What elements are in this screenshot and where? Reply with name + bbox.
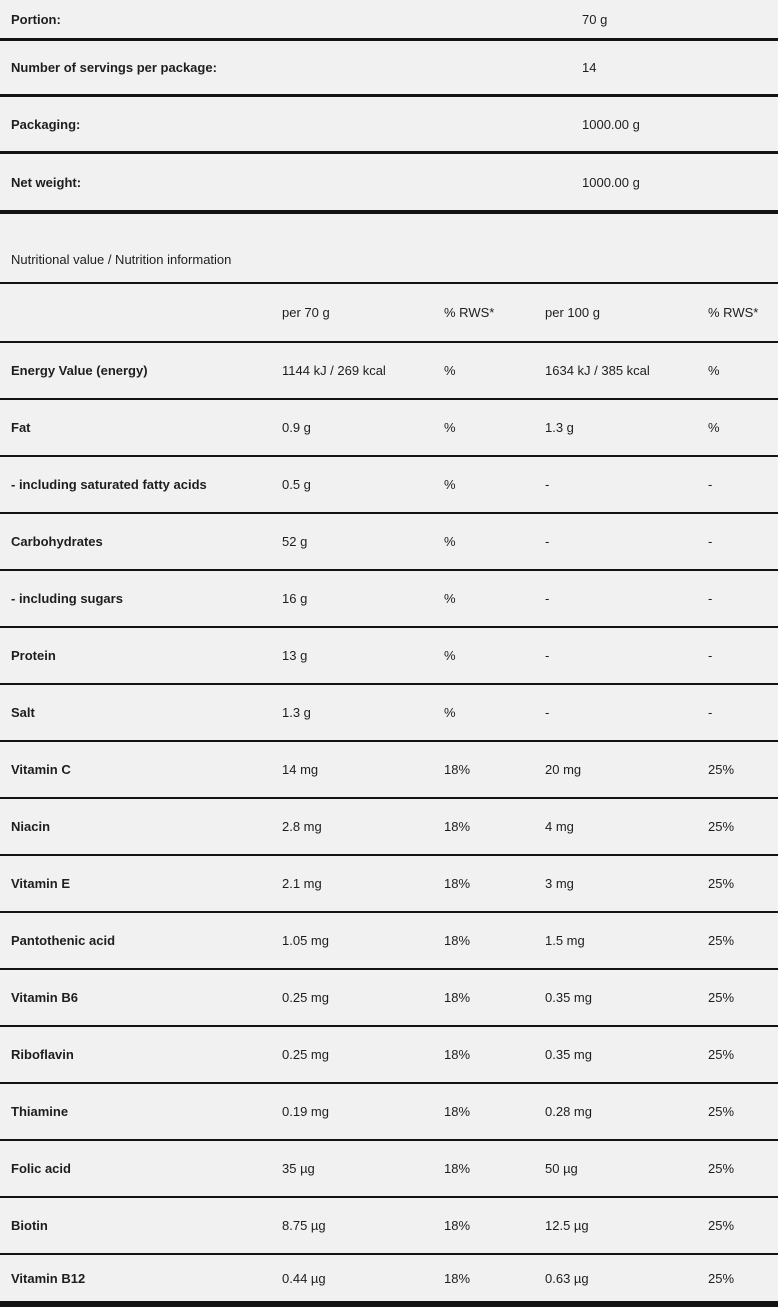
nutrient-value: 25%	[708, 1104, 735, 1119]
nutrition-table-row	[0, 343, 778, 400]
nutrient-label: Thiamine	[11, 1104, 69, 1119]
product-info-row	[0, 0, 778, 41]
nutrition-table-row	[0, 514, 778, 571]
nutrient-value: 0.19 mg	[282, 1104, 329, 1119]
column-header-per-portion: per 70 g	[282, 305, 330, 320]
nutrient-value: 0.35 mg	[545, 1047, 592, 1062]
nutrient-value: 13 g	[282, 648, 308, 663]
nutrient-value: 12.5 µg	[545, 1218, 589, 1233]
nutrient-value: -	[545, 534, 550, 549]
nutrient-value: 25%	[708, 990, 735, 1005]
nutrient-label: - including sugars	[11, 591, 123, 606]
nutrient-value: 0.25 mg	[282, 1047, 329, 1062]
nutrient-value: 18%	[444, 762, 471, 777]
nutrient-value: 18%	[444, 1047, 471, 1062]
nutrient-value: -	[708, 534, 713, 549]
nutrient-value: 16 g	[282, 591, 308, 606]
nutrient-value: 0.44 µg	[282, 1270, 326, 1286]
nutrition-table-row	[0, 1027, 778, 1084]
nutrient-value: 25%	[708, 933, 735, 948]
nutrition-table-row	[0, 970, 778, 1027]
nutrient-value: 0.35 mg	[545, 990, 592, 1005]
product-info-label: Packaging:	[11, 116, 81, 132]
product-info-row	[0, 97, 778, 154]
product-info-section	[0, 0, 778, 214]
nutrient-label: - including saturated fatty acids	[11, 477, 207, 492]
nutrient-value: 2.8 mg	[282, 819, 322, 834]
product-info-label: Portion:	[11, 11, 61, 27]
nutrient-value: %	[444, 534, 456, 549]
nutrient-value: -	[545, 591, 550, 606]
nutrient-value: -	[545, 705, 550, 720]
nutrition-table-row	[0, 913, 778, 970]
nutrient-value: 18%	[444, 876, 471, 891]
nutrient-value: 25%	[708, 1218, 735, 1233]
nutrient-value: 14 mg	[282, 762, 319, 777]
nutrition-table-row	[0, 799, 778, 856]
nutrient-value: 1144 kJ / 269 kcal	[282, 363, 386, 378]
nutrient-value: 52 g	[282, 534, 308, 549]
nutrient-value: 25%	[708, 1270, 735, 1286]
product-info-value: 70 g	[582, 11, 608, 27]
nutrient-label: Riboflavin	[11, 1047, 74, 1062]
nutrient-value: 50 µg	[545, 1161, 578, 1176]
product-info-row	[0, 41, 778, 97]
nutrient-label: Vitamin C	[11, 762, 71, 777]
nutrition-table-row	[0, 1255, 778, 1307]
nutrient-value: 1634 kJ / 385 kcal	[545, 363, 650, 378]
nutrient-value: 18%	[444, 1270, 471, 1286]
nutrient-value: 1.5 mg	[545, 933, 585, 948]
nutrition-table-row	[0, 1141, 778, 1198]
nutrient-label: Carbohydrates	[11, 534, 103, 549]
nutrient-value: 0.5 g	[282, 477, 311, 492]
nutrition-table-header-row	[0, 284, 778, 343]
nutrition-table	[0, 284, 778, 1307]
nutrient-value: 18%	[444, 1104, 471, 1119]
nutrient-value: 25%	[708, 1161, 735, 1176]
nutrient-value: %	[444, 648, 456, 663]
nutrient-value: 18%	[444, 990, 471, 1005]
nutrient-value: 18%	[444, 1218, 471, 1233]
nutrient-value: -	[545, 648, 550, 663]
nutrient-label: Energy Value (energy)	[11, 363, 148, 378]
nutrition-table-row	[0, 457, 778, 514]
column-header-rws-100g: % RWS*	[708, 305, 759, 320]
nutrient-value: -	[708, 591, 713, 606]
nutrient-label: Pantothenic acid	[11, 933, 116, 948]
nutrition-table-row	[0, 856, 778, 913]
nutrient-label: Niacin	[11, 819, 51, 834]
nutrient-label: Protein	[11, 648, 56, 663]
nutrient-value: %	[444, 705, 456, 720]
nutrient-value: 35 µg	[282, 1161, 315, 1176]
nutrition-section-header	[0, 214, 778, 284]
nutrient-value: 8.75 µg	[282, 1218, 326, 1233]
nutrition-table-row	[0, 628, 778, 685]
nutrient-value: -	[545, 477, 550, 492]
nutrition-section-title: Nutritional value / Nutrition information	[11, 251, 232, 267]
nutrient-value: 0.9 g	[282, 420, 311, 435]
column-header-per-100g: per 100 g	[545, 305, 600, 320]
product-info-row	[0, 154, 778, 214]
nutrient-label: Biotin	[11, 1218, 48, 1233]
column-header-rws-portion: % RWS*	[444, 305, 495, 320]
nutrient-value: 20 mg	[545, 762, 582, 777]
nutrient-value: 1.3 g	[282, 705, 311, 720]
nutrition-table-row	[0, 742, 778, 799]
product-info-value: 1000.00 g	[582, 174, 640, 190]
nutrient-value: 18%	[444, 933, 471, 948]
nutrient-value: 3 mg	[545, 876, 574, 891]
nutrient-value: 4 mg	[545, 819, 574, 834]
nutrient-label: Folic acid	[11, 1161, 71, 1176]
nutrient-value: 25%	[708, 1047, 735, 1062]
nutrient-value: %	[708, 363, 720, 378]
nutrient-label: Salt	[11, 705, 35, 720]
nutrient-value: 18%	[444, 1161, 471, 1176]
nutrient-value: -	[708, 705, 713, 720]
nutrient-value: 1.3 g	[545, 420, 574, 435]
nutrient-value: 2.1 mg	[282, 876, 322, 891]
nutrient-value: 0.25 mg	[282, 990, 329, 1005]
nutrient-value: 18%	[444, 819, 471, 834]
nutrient-label: Vitamin B6	[11, 990, 78, 1005]
nutrient-value: 25%	[708, 762, 735, 777]
nutrition-table-body	[0, 343, 778, 1307]
nutrient-value: 0.28 mg	[545, 1104, 592, 1119]
product-info-label: Number of servings per package:	[11, 60, 217, 75]
nutrition-table-row	[0, 1198, 778, 1255]
nutrition-table-row	[0, 400, 778, 457]
nutrient-label: Vitamin B12	[11, 1270, 86, 1286]
nutrient-value: 25%	[708, 876, 735, 891]
product-info-value: 14	[582, 60, 597, 75]
nutrient-value: -	[708, 648, 713, 663]
product-info-value: 1000.00 g	[582, 116, 640, 132]
nutrient-value: %	[444, 420, 456, 435]
nutrient-value: -	[708, 477, 713, 492]
nutrient-value: 25%	[708, 819, 735, 834]
nutrition-table-row	[0, 1084, 778, 1141]
nutrient-value: %	[444, 591, 456, 606]
nutrition-table-row	[0, 571, 778, 628]
nutrient-value: %	[444, 477, 456, 492]
nutrient-value: %	[708, 420, 720, 435]
nutrient-label: Vitamin E	[11, 876, 71, 891]
nutrient-label: Fat	[11, 420, 31, 435]
nutrient-value: %	[444, 363, 456, 378]
nutrient-value: 0.63 µg	[545, 1270, 589, 1286]
nutrition-table-row	[0, 685, 778, 742]
nutrient-value: 1.05 mg	[282, 933, 329, 948]
product-info-label: Net weight:	[11, 174, 82, 190]
